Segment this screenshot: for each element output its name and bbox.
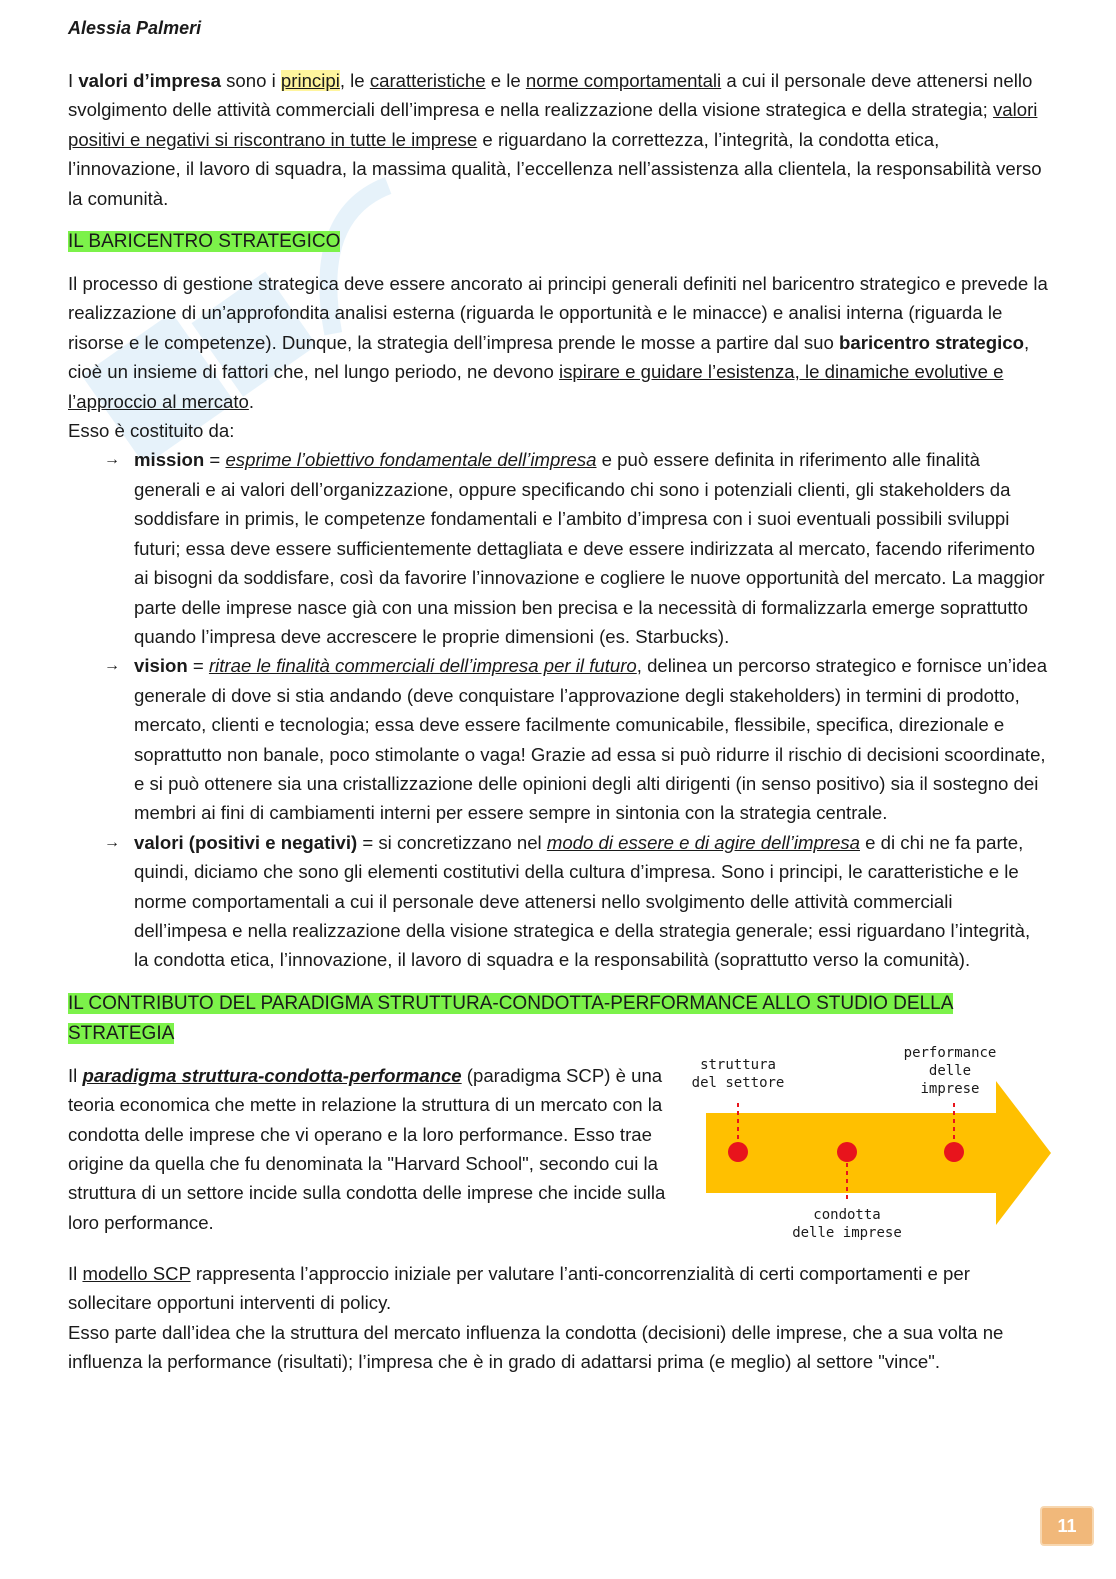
bold-term: valori d’impresa <box>78 70 221 91</box>
underlined-term: valori positivi e negativi si riscontrano in tutte le imprese <box>68 99 1038 150</box>
text-span: rappresenta l’approccio iniziale per valutare l’anti-concorrenzialità di certi comportamenti e per sollecitare opportuni interventi di policy. <box>68 1262 970 1314</box>
underlined-term: modello SCP <box>82 1262 191 1284</box>
text-span: e le <box>485 70 526 91</box>
text-span: = si concretizzano nel <box>357 831 547 853</box>
baricentro-list <box>68 445 1048 974</box>
section-heading-scp <box>68 989 1048 1049</box>
dot-performance <box>944 1142 964 1162</box>
page-number-badge: 11 <box>1040 1506 1094 1546</box>
text-span: . <box>248 390 255 412</box>
item-definition: esprime l’obiettivo fondamentale dell’impresa <box>225 449 597 471</box>
label-performance-line1: performance <box>903 1044 997 1061</box>
item-definition: modo di essere e di agire dell’impresa <box>546 831 860 853</box>
heading-text: IL CONTRIBUTO DEL PARADIGMA STRUTTURA-CONDOTTA-PERFORMANCE ALLO STUDIO DELLA STRATEGIA <box>68 992 954 1044</box>
list-intro: Esso è costituito da: <box>68 420 235 442</box>
item-text: e di chi ne fa parte, quindi, diciamo che sono gli elementi costitutivi della cultura d’impresa. Sono i principi, le caratteristiche e le norme comportamentali a cui il personale deve attenersi nello svolgimento delle attività commerciali dell’impesa e nella realizzazione della visione strategica e della strategia generale; essi riguardano l’integrità, la condotta etica, l’innovazione, il lavoro di squadra e la responsabilità (soprattutto verso la comunità). <box>134 831 1031 971</box>
text-span: = <box>204 449 226 471</box>
list-item-valori <box>68 828 1048 975</box>
scp-conclusion-paragraph: Esso parte dall’idea che la struttura del mercato influenza la condotta (decisioni) delle imprese, che a sua volta ne influenza la performance (risultati); l’impresa che è in grado di adattarsi prima (e meglio) al settore "vince". <box>68 1321 1004 1372</box>
item-term: vision <box>134 655 188 677</box>
label-struttura-line2: del settore <box>691 1074 785 1091</box>
label-performance-line2: delle <box>928 1062 972 1079</box>
bold-term: baricentro strategico <box>839 331 1024 353</box>
list-item-vision <box>68 651 1048 827</box>
baricentro-paragraph <box>68 269 1048 416</box>
heading-text: IL BARICENTRO STRATEGICO <box>68 231 341 253</box>
item-text: , delinea un percorso strategico e fornisce un’idea generale di dove si stia andando (deve conquistare l’approvazione degli stakeholders) in termini di prodotto, mercato, clienti e tecnologia; essa deve essere facilmente comunicabile, flessibile, specifica, direzionale e soprattutto non banale, poco stimolante o vaga! Grazie ad essa si può ridurre il rischio di decisioni scoordinate, e si può ottenere sia una cristallizzazione delle opinioni degli alti dirigenti (in senso positivo) sia il sostegno dei membri ai fini di cambiamenti interni per essere sempre in sintonia con la strategia centrale. <box>134 655 1048 824</box>
valori-intro-paragraph <box>68 66 1048 213</box>
scp-block <box>68 1044 1048 1247</box>
text-span: a cui il personale deve attenersi nello svolgimento delle attività commerciali dell’impresa e nella realizzazione della visione strategica e della strategia; <box>68 70 1033 121</box>
underlined-term: principi <box>280 70 340 91</box>
text-span: , le <box>339 70 370 91</box>
text-span: e riguardano la correttezza, l’integrità, la condotta etica, l’innovazione, il lavoro di squadra, la massima qualità, l’eccellenza nell’assistenza alla clientela, la responsabilità verso la comunità. <box>68 128 1042 209</box>
item-term: mission <box>134 449 205 471</box>
arrow-right-icon: → <box>104 451 120 469</box>
text-span: I <box>68 70 79 91</box>
arrow-right-icon: → <box>104 657 120 675</box>
underlined-term: ispirare e guidare l’esistenza, le dinamiche evolutive e l’approccio al mercato <box>68 361 1004 412</box>
text-span: , cioè un insieme di fattori che, nel lungo periodo, ne devono <box>68 331 1030 383</box>
emphasized-term: paradigma struttura-condotta-performance <box>82 1064 462 1086</box>
label-condotta-line1: condotta <box>813 1206 881 1223</box>
text-span: sono i <box>220 70 281 91</box>
item-definition: ritrae le finalità commerciali dell’impresa per il futuro <box>208 655 637 677</box>
scp-diagram <box>686 1043 1056 1243</box>
dot-condotta <box>837 1142 857 1162</box>
arrow-shape <box>706 1081 1051 1225</box>
author-name: Alessia Palmeri <box>68 18 202 38</box>
item-term: valori (positivi e negativi) <box>134 831 358 853</box>
text-span: Il <box>68 1262 83 1284</box>
label-performance-line3: imprese <box>920 1080 980 1097</box>
scp-paragraph <box>68 1061 678 1237</box>
label-struttura-line1: struttura <box>700 1056 776 1073</box>
label-condotta-line2: delle imprese <box>792 1224 902 1241</box>
underlined-term: caratteristiche <box>369 70 486 91</box>
underlined-term: norme comportamentali <box>525 70 722 91</box>
text-span: = <box>187 655 209 677</box>
dot-struttura <box>728 1142 748 1162</box>
list-item-mission <box>68 445 1048 651</box>
text-span: (paradigma SCP) è una teoria economica che mette in relazione la struttura di un mercato con la condotta delle imprese che vi operano e la loro performance. Esso trae origine da quella che fu denominata la "Harvard School", secondo cui la struttura di un settore incide sulla condotta delle imprese che incide sulla loro performance. <box>68 1064 666 1233</box>
section-heading-baricentro <box>68 227 1048 257</box>
modello-scp-paragraph <box>68 1259 1048 1318</box>
item-text: e può essere definita in riferimento alle finalità generali e ai valori dell’organizzazione, oppure specificando chi sono i potenziali clienti, gli stakeholders da soddisfare in primis, le competenze fondamentali e l’ambito d’impresa con i suoi eventuali possibili sviluppi futuri; essa deve essere sufficientemente dettagliata e deve essere indirizzata al mercato, facendo riferimento ai bisogni da soddisfare, così da favorire l’innovazione e cogliere le nuove opportunità del mercato. La maggior parte delle imprese nasce già con una mission ben precisa e la necessità di formalizzarla emerge soprattutto quando l’impresa deve accrescere le proprie dimensioni (es. Starbucks). <box>134 449 1045 647</box>
text-span: Il processo di gestione strategica deve essere ancorato ai principi generali definiti nel baricentro strategico e prevede la realizzazione di un’approfondita analisi esterna (riguarda le opportunità e le minacce) e analisi interna (riguarda le risorse e le competenze). Dunque, la strategia dell’impresa prende le mosse a partire dal suo <box>68 273 1048 353</box>
page-content <box>68 66 1048 1376</box>
text-span: Il <box>68 1064 83 1086</box>
arrow-right-icon: → <box>104 833 120 851</box>
